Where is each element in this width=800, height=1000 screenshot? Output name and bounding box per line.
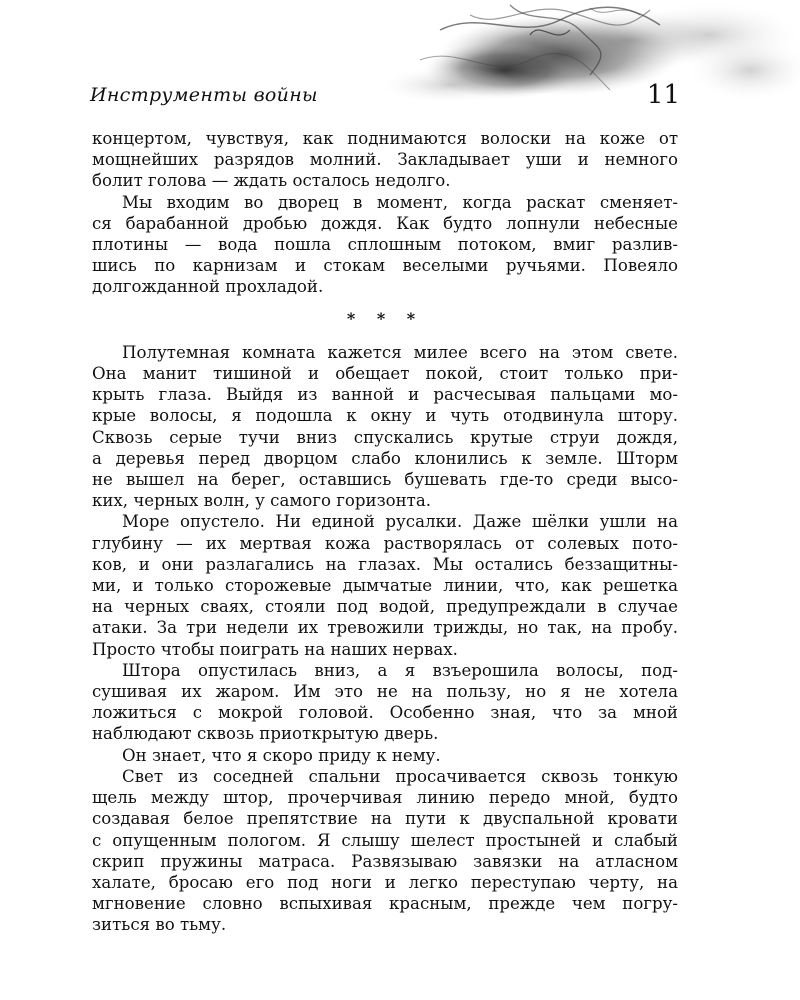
paragraph (92, 766, 678, 936)
text-line: сушивая их жаром. Им это не на пользу, но я не хотела (92, 682, 678, 702)
text-line: зиться во тьму. (92, 915, 227, 935)
text-line: халате, бросаю его под ноги и легко переступаю черту, на (92, 872, 678, 892)
text-line: не вышел на берег, оставшись бушевать где-то среди высо- (92, 470, 678, 490)
text-line: плотины — вода пошла сплошным потоком, вмиг разлив- (92, 235, 678, 255)
text-line: атаки. За три недели их тревожили трижды, но так, на пробу. (92, 618, 678, 638)
text-line: мощнейших разрядов молний. Закладывает уши и немного (92, 150, 678, 170)
page-header (90, 80, 680, 112)
text-line: мгновение словно вспыхивая красным, прежде чем погру- (92, 894, 678, 914)
text-line: Сквозь серые тучи вниз спускались крутые струи дождя, (92, 427, 678, 447)
body-text (92, 128, 678, 936)
text-line: создавая белое препятствие на пути к двуспальной кровати (92, 809, 678, 829)
text-line: болит голова — ждать осталось недолго. (92, 171, 451, 191)
text-line: Штора опустилась вниз, а я взъерошила волосы, под- (122, 660, 678, 680)
paragraph (92, 128, 678, 192)
page-number: 11 (646, 80, 680, 110)
text-line: с опущенным пологом. Я слышу шелест простыней и слабый (92, 830, 678, 850)
running-title: Инструменты войны (90, 84, 318, 106)
text-line: ложиться с мокрой головой. Особенно зная, что за мной (92, 703, 678, 723)
paragraph (92, 745, 678, 766)
text-line: щель между штор, прочерчивая линию передо мной, будто (92, 788, 678, 808)
text-line: шись по карнизам и стокам веселыми ручьями. Повеяло (92, 256, 678, 276)
paragraph (92, 660, 678, 745)
text-line: на черных сваях, стояли под водой, предупреждали в случае (92, 597, 678, 617)
text-line: крыть глаза. Выйдя из ванной и расчесывая пальцами мо- (92, 385, 678, 405)
text-line: глубину — их мертвая кожа растворялась от солевых пото- (92, 533, 678, 553)
text-line: Мы входим во дворец в момент, когда раскат сменяет- (122, 192, 678, 212)
text-line: а деревья перед дворцом слабо клонились к земле. Шторм (92, 448, 678, 468)
text-line: Полутемная комната кажется милее всего на этом свете. (122, 342, 678, 362)
section-separator: * * * (346, 308, 424, 328)
text-line: ких, черных волн, у самого горизонта. (92, 491, 432, 511)
text-line: долгожданной прохладой. (92, 277, 324, 297)
paragraph (92, 192, 678, 298)
text-line: Он знает, что я скоро приду к нему. (122, 745, 441, 765)
text-line: Море опустело. Ни единой русалки. Даже шёлки ушли на (122, 512, 678, 532)
text-line: ков, и они разлагались на глазах. Мы остались беззащитны- (92, 554, 678, 574)
text-line: наблюдают сквозь приоткрытую дверь. (92, 724, 439, 744)
paragraph (92, 511, 678, 659)
text-line: ми, и только сторожевые дымчатые линии, что, как решетка (92, 576, 678, 596)
text-line: Просто чтобы поиграть на наших нервах. (92, 639, 458, 659)
paragraph (92, 342, 678, 512)
text-line: крые волосы, я подошла к окну и чуть отодвинула штору. (92, 406, 678, 426)
text-line: Свет из соседней спальни просачивается сквозь тонкую (122, 766, 678, 786)
text-line: концертом, чувствуя, как поднимаются волоски на коже от (92, 129, 678, 148)
text-line: Она манит тишиной и обещает покой, стоит только при- (92, 364, 678, 384)
text-line: ся барабанной дробью дождя. Как будто лопнули небесные (92, 213, 678, 233)
text-line: скрип пружины матраса. Развязываю завязки на атласном (92, 851, 678, 871)
